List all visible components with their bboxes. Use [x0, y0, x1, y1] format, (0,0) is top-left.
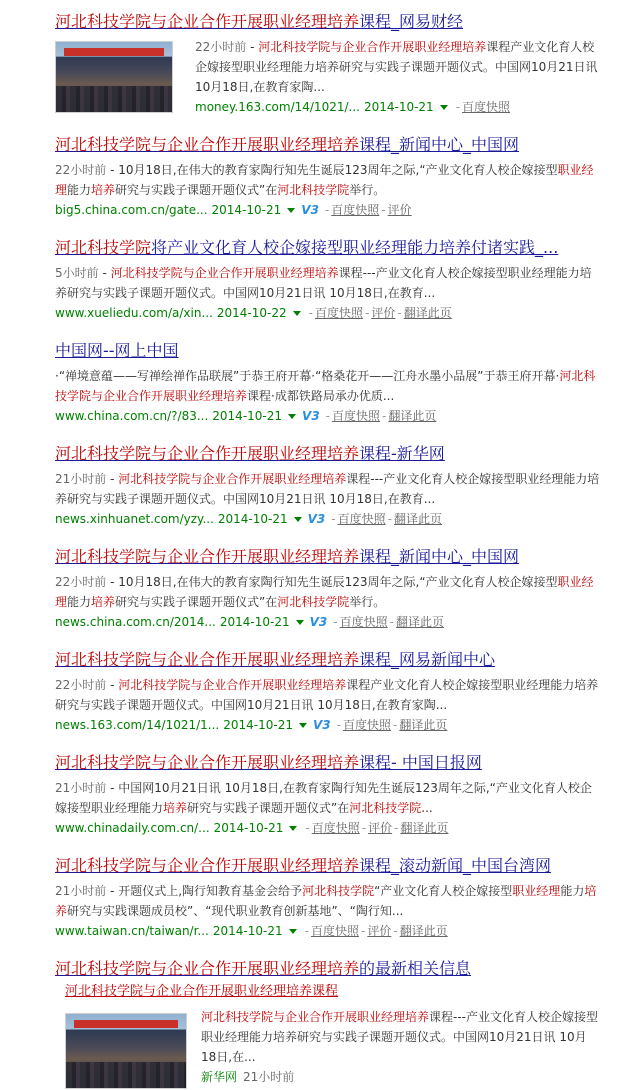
result-date: 2014-10-21: [223, 718, 293, 732]
result-title-link[interactable]: [55, 238, 600, 258]
result-abstract: [55, 572, 600, 612]
abstract-highlight: 河北科技学院: [277, 595, 350, 609]
chevron-down-icon[interactable]: [289, 826, 297, 831]
result-tool-link[interactable]: 评价: [368, 821, 393, 835]
result-time: 22小时前: [55, 163, 107, 177]
abstract-text: 能力: [67, 595, 92, 609]
result-title-link[interactable]: [55, 753, 600, 773]
chevron-down-icon[interactable]: [440, 105, 448, 110]
abstract-text: 能力: [560, 884, 585, 898]
separator: -: [336, 718, 341, 732]
abstract-text: “产业文化育人校企嫁接型: [374, 884, 513, 898]
abstract-text: ·“禅境意蕴——写禅绘禅作品联展”于恭王府开幕·“格桑花开——江舟水墨小品展”于恭王府开幕·: [55, 369, 560, 383]
news-item-title-link[interactable]: 河北科技学院与企业合作开展职业经理培养课程: [65, 984, 339, 999]
result-tool-link[interactable]: 翻译此页: [399, 924, 448, 938]
result-tool-link[interactable]: 百度快照: [337, 512, 386, 526]
title-text: 课程_新闻中心_中国网: [359, 135, 520, 154]
search-result: [55, 444, 600, 528]
abstract-highlight: 河北科技学院与企业合作开展职业经理培养: [118, 472, 347, 486]
result-time: 22小时前: [55, 575, 107, 589]
result-meta: [55, 201, 600, 219]
separator: -: [365, 306, 370, 320]
title-text: 课程_网易财经: [359, 12, 464, 31]
title-highlight: 河北科技学院: [55, 238, 152, 257]
abstract-highlight: 培养: [163, 801, 188, 815]
chevron-down-icon[interactable]: [299, 723, 307, 728]
result-tool-link[interactable]: 翻译此页: [399, 718, 448, 732]
result-tool-link[interactable]: 翻译此页: [395, 615, 444, 629]
result-time: 22小时前: [55, 678, 107, 692]
separator: -: [325, 409, 331, 423]
title-highlight: 河北科技学院与企业合作开展职业经理培养: [55, 650, 360, 669]
separator: -: [397, 306, 402, 320]
result-url[interactable]: big5.china.com.cn/gate...: [55, 203, 208, 217]
news-thumbnail-image[interactable]: [65, 1013, 187, 1089]
abstract-text: 研究与实践子课题开题仪式”在: [115, 595, 278, 609]
abstract-text: 研究与实践子课题开题仪式”在: [187, 801, 350, 815]
title-text: 将产业文化育人校企嫁接型职业经理能力培养付诸实践_...: [151, 238, 559, 257]
chevron-down-icon[interactable]: [294, 517, 302, 522]
title-highlight: 河北科技学院与企业合作开展职业经理培养: [55, 547, 360, 566]
abstract-highlight: 河北科技学院: [349, 801, 422, 815]
separator: -: [361, 821, 367, 835]
result-tool-link[interactable]: 百度快照: [314, 306, 363, 320]
abstract-highlight: 河北科技学院: [302, 884, 375, 898]
result-abstract: [55, 160, 600, 200]
separator: -: [324, 203, 330, 217]
v3-badge-icon[interactable]: V3: [312, 718, 331, 732]
separator: -: [304, 924, 309, 938]
abstract-text: - 中国网10月21日讯 10月18日,在教育家陶行知先生诞辰123周年之际,“产业文化育人校企嫁接型职业经理能力: [55, 781, 592, 815]
title-text: 课程_网易新闻中心: [359, 650, 496, 669]
search-result: [55, 238, 600, 322]
chevron-down-icon[interactable]: [287, 208, 295, 213]
abstract-highlight: 河北科技学院与企业合作开展职业经理培养: [110, 266, 339, 280]
result-tool-link[interactable]: 百度快照: [462, 100, 511, 114]
result-tool-link[interactable]: 评价: [367, 924, 392, 938]
result-tool-link[interactable]: 百度快照: [339, 615, 388, 629]
result-url[interactable]: www.chinadaily.com.cn/...: [55, 821, 210, 835]
result-meta: [55, 407, 600, 425]
title-highlight: 河北科技学院与企业合作开展职业经理培养: [55, 856, 360, 875]
title-highlight: 河北科技学院与企业合作开展职业经理培养: [55, 959, 360, 978]
result-date: 2014-10-21: [212, 924, 283, 938]
search-result: [55, 650, 600, 734]
result-tool-link[interactable]: 评价: [371, 306, 396, 320]
result-url[interactable]: www.xueliedu.com/a/xin...: [55, 306, 213, 320]
abstract-text: - 10月18日,在伟大的教育家陶行知先生诞辰123周年之际,“产业文化育人校企嫁接型: [106, 575, 558, 589]
abstract-text: -: [106, 678, 119, 692]
result-body: [195, 37, 600, 116]
result-date: 2014-10-21: [219, 615, 290, 629]
result-meta: [55, 922, 600, 940]
separator: -: [392, 718, 398, 732]
result-date: 2014-10-21: [217, 512, 288, 526]
news-item-text: [201, 1007, 600, 1087]
chevron-down-icon[interactable]: [293, 311, 301, 316]
result-tool-link[interactable]: 百度快照: [331, 203, 380, 217]
search-result: [55, 753, 600, 837]
v3-badge-icon[interactable]: V3: [301, 203, 319, 217]
result-tool-link[interactable]: 百度快照: [332, 409, 381, 423]
result-thumbnail-image[interactable]: [55, 41, 173, 113]
result-title-link[interactable]: [55, 341, 600, 361]
latest-news-block: [55, 959, 600, 1089]
result-time: 21小时前: [55, 781, 107, 795]
abstract-text: -: [106, 472, 119, 486]
result-abstract: [55, 263, 600, 303]
v3-badge-icon[interactable]: V3: [307, 512, 326, 526]
abstract-highlight: 河北科技学院与企业合作开展职业经理培养: [258, 40, 487, 54]
search-result: [55, 547, 600, 631]
result-meta: [55, 716, 600, 734]
abstract-text: 课程产业文化育人校企嫁接型职业经理能力培养研究与实践子课题开题仪式。中国网10月21日讯 10月18日,在教育家陶...: [195, 40, 598, 94]
abstract-text: 举行。: [349, 595, 386, 609]
title-highlight: 河北科技学院与企业合作开展职业经理培养: [55, 753, 360, 772]
v3-badge-icon[interactable]: V3: [302, 409, 320, 423]
abstract-text: 研究与实践课题成员校”、“现代职业教育创新基地”、“陶行知...: [67, 904, 404, 918]
result-date: 2014-10-21: [363, 100, 434, 114]
result-title-link[interactable]: [55, 444, 600, 464]
result-title-link[interactable]: [55, 547, 600, 567]
abstract-highlight: 培养: [55, 884, 597, 918]
abstract-text: 课程---产业文化育人校企嫁接型职业经理能力培养研究与实践子课题开题仪式。中国网10月21日讯 10月18日,在教育...: [55, 266, 592, 300]
abstract-text: ...: [421, 801, 433, 815]
result-date: 2014-10-21: [213, 821, 284, 835]
result-tool-link[interactable]: 评价: [387, 203, 412, 217]
abstract-highlight: 培养: [91, 595, 116, 609]
abstract-highlight: 培养: [91, 183, 116, 197]
abstract-highlight: 职业经理: [55, 163, 594, 197]
result-tool-link[interactable]: 翻译此页: [388, 409, 437, 423]
result-url[interactable]: news.163.com/14/1021/1...: [55, 718, 220, 732]
result-abstract: [55, 675, 600, 715]
result-title-link[interactable]: [55, 135, 600, 155]
title-highlight: 河北科技学院与企业合作开展职业经理培养: [55, 135, 360, 154]
abstract-text: 举行。: [349, 183, 386, 197]
result-tool-link[interactable]: 百度快照: [311, 821, 360, 835]
abstract-highlight: 河北科技学院与企业合作开展职业经理培养: [118, 678, 347, 692]
abstract-highlight: 河北科技学院与企业合作开展职业经理培养: [201, 1010, 430, 1024]
result-tool-link[interactable]: 百度快照: [310, 924, 359, 938]
latest-news-title-link[interactable]: [55, 959, 600, 979]
title-text: 的最新相关信息: [359, 959, 472, 978]
result-date: 2014-10-21: [211, 203, 282, 217]
abstract-text: - 开题仪式上,陶行知教育基金会给予: [106, 884, 303, 898]
result-title-link[interactable]: [55, 12, 600, 32]
result-abstract: [195, 37, 600, 97]
news-source[interactable]: 新华网: [201, 1070, 238, 1084]
separator: -: [333, 615, 338, 629]
result-tool-link[interactable]: 翻译此页: [393, 512, 442, 526]
result-url[interactable]: news.china.com.cn/2014...: [55, 615, 216, 629]
result-abstract: [55, 778, 600, 818]
result-meta: [55, 510, 600, 528]
result-time: 22小时前: [195, 40, 247, 54]
result-url[interactable]: news.xinhuanet.com/yzy...: [55, 512, 214, 526]
result-date: 2014-10-21: [212, 409, 283, 423]
result-title-link[interactable]: [55, 856, 600, 876]
abstract-text: -: [98, 266, 111, 280]
search-result: [55, 341, 600, 425]
chevron-down-icon[interactable]: [296, 620, 304, 625]
result-abstract: [55, 881, 600, 921]
separator: -: [381, 203, 386, 217]
title-text: 课程_滚动新闻_中国台湾网: [359, 856, 552, 875]
abstract-highlight: 河北科技学院: [277, 183, 350, 197]
result-time: 21小时前: [55, 472, 107, 486]
result-title-link[interactable]: [55, 650, 600, 670]
abstract-highlight: 职业经理: [55, 575, 594, 609]
title-text: 课程- 中国日报网: [359, 753, 482, 772]
news-time: 21小时前: [243, 1070, 295, 1084]
separator: -: [305, 821, 310, 835]
separator: -: [360, 924, 366, 938]
abstract-text: 课程产业文化育人校企嫁接型职业经理能力培养研究与实践子课题开题仪式。中国网10月21日讯 10月18日,在教育家陶...: [55, 678, 599, 712]
result-meta: [55, 819, 600, 837]
result-url[interactable]: www.china.com.cn/?/83...: [55, 409, 209, 423]
separator: -: [308, 306, 313, 320]
result-date: 2014-10-22: [216, 306, 287, 320]
abstract-text: 课程·成都铁路局承办优质...: [247, 389, 395, 403]
chevron-down-icon[interactable]: [288, 414, 296, 419]
search-result: [55, 12, 600, 116]
title-highlight: 河北科技学院与企业合作开展职业经理培养: [55, 12, 360, 31]
separator: -: [393, 924, 398, 938]
search-result: [55, 856, 600, 940]
result-meta: [55, 613, 600, 631]
abstract-text: 课程---产业文化育人校企嫁接型职业经理能力培养研究与实践子课题开题仪式。中国网10月21日讯 10月18日,在...: [201, 1010, 599, 1064]
abstract-highlight: 职业经理: [512, 884, 561, 898]
separator: -: [394, 821, 399, 835]
result-url[interactable]: www.taiwan.cn/taiwan/r...: [55, 924, 209, 938]
abstract-text: - 10月18日,在伟大的教育家陶行知先生诞辰123周年之际,“产业文化育人校企嫁接型: [106, 163, 558, 177]
result-tool-link[interactable]: 百度快照: [342, 718, 391, 732]
result-time: 5小时前: [55, 266, 99, 280]
abstract-text: 能力: [67, 183, 92, 197]
abstract-text: -: [246, 40, 259, 54]
title-text: 课程_新闻中心_中国网: [359, 547, 520, 566]
separator: -: [331, 512, 336, 526]
separator: -: [455, 100, 461, 114]
result-with-thumbnail: [55, 37, 600, 116]
news-source-line: [201, 1067, 600, 1087]
v3-badge-icon[interactable]: V3: [309, 615, 328, 629]
result-tool-link[interactable]: 翻译此页: [403, 306, 452, 320]
abstract-text: 研究与实践子课题开题仪式”在: [115, 183, 278, 197]
search-result: [55, 135, 600, 219]
result-abstract: [55, 469, 600, 509]
title-text: 中国网--网上中国: [55, 341, 179, 360]
result-meta: [55, 304, 600, 322]
result-url[interactable]: money.163.com/14/1021/...: [195, 100, 360, 114]
result-tool-link[interactable]: 翻译此页: [400, 821, 449, 835]
chevron-down-icon[interactable]: [289, 929, 297, 934]
title-text: 课程-新华网: [359, 444, 445, 463]
abstract-highlight: 河北科技学院与企业合作开展职业经理培养: [55, 369, 596, 403]
result-time: 21小时前: [55, 884, 107, 898]
separator: -: [389, 615, 394, 629]
separator: -: [382, 409, 387, 423]
title-highlight: 河北科技学院与企业合作开展职业经理培养: [55, 444, 360, 463]
result-abstract: [55, 366, 600, 406]
news-item: [65, 1007, 600, 1089]
result-meta: [195, 98, 600, 116]
news-abstract: [201, 1007, 600, 1067]
abstract-text: 课程---产业文化育人校企嫁接型职业经理能力培养研究与实践子课题开题仪式。中国网10月21日讯 10月18日,在教育...: [55, 472, 600, 506]
separator: -: [387, 512, 392, 526]
